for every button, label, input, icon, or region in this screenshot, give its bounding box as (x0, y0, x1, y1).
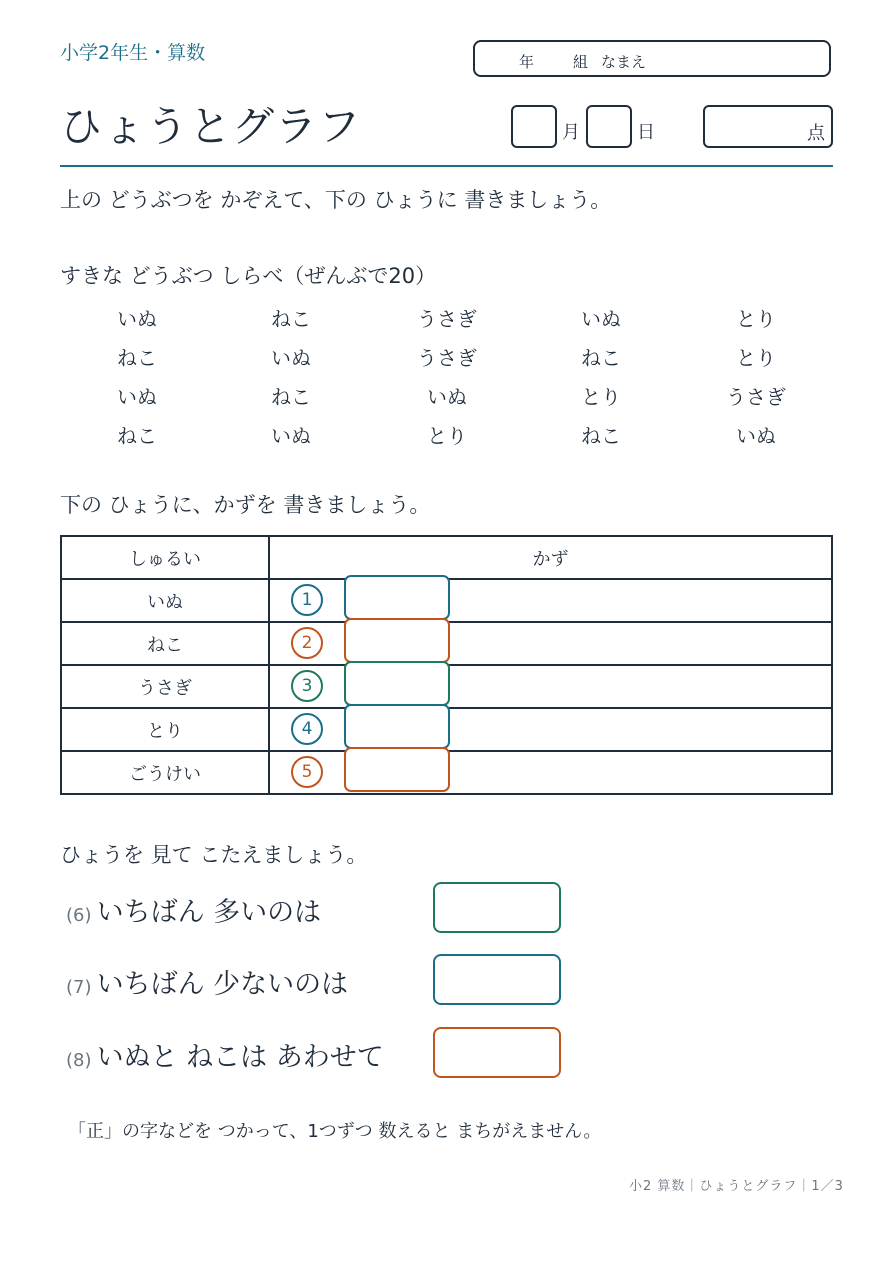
question-7 (66, 962, 348, 1001)
row-kind: とり (61, 708, 269, 751)
row-kind: いぬ (61, 579, 269, 622)
table-row (61, 751, 832, 794)
survey-cell: いぬ (271, 424, 311, 448)
survey-cell: いぬ (427, 385, 467, 409)
survey-heading: すきな どうぶつ しらべ（ぜんぶで20） (60, 264, 437, 288)
day-label: 日 (637, 122, 655, 143)
question-text: いちばん 多いのは (96, 897, 322, 928)
answer-box-6[interactable] (433, 882, 561, 933)
survey-cell: とり (427, 424, 467, 448)
year-label: 年 (519, 53, 535, 71)
number-circle: 5 (291, 756, 323, 788)
question-6 (66, 890, 321, 929)
table-row (61, 579, 832, 622)
survey-cell: いぬ (117, 307, 157, 331)
survey-cell: とり (736, 346, 776, 370)
question-number: (8) (66, 1050, 92, 1071)
survey-cell: うさぎ (417, 346, 477, 370)
name-label: なまえ (601, 53, 647, 71)
row-count (269, 708, 832, 751)
number-circle: 2 (291, 627, 323, 659)
score-input[interactable] (703, 105, 833, 148)
row-count (269, 751, 832, 794)
survey-cell: うさぎ (726, 385, 786, 409)
survey-cell: いぬ (736, 424, 776, 448)
question-number: (7) (66, 977, 92, 998)
survey-cell: ねこ (581, 346, 621, 370)
number-circle: 3 (291, 670, 323, 702)
row-count (269, 665, 832, 708)
row-count (269, 622, 832, 665)
answer-box-1[interactable] (344, 575, 450, 620)
survey-cell: うさぎ (417, 307, 477, 331)
answer-box-5[interactable] (344, 747, 450, 792)
survey-cell: いぬ (581, 307, 621, 331)
table-header-row (61, 536, 832, 579)
page-title: ひょうとグラフ (60, 102, 362, 151)
month-input[interactable] (511, 105, 557, 148)
question-text: いちばん 少ないのは (96, 969, 349, 1000)
name-field[interactable] (473, 40, 831, 77)
instruction-top: 上の どうぶつを かぞえて、下の ひょうに 書きましょう。 (60, 188, 612, 212)
table-row (61, 622, 832, 665)
row-kind: ねこ (61, 622, 269, 665)
grade-label: 小学2年生・算数 (60, 42, 206, 64)
questions-heading: ひょうを 見て こたえましょう。 (60, 843, 368, 867)
answer-box-4[interactable] (344, 704, 450, 749)
survey-cell: とり (581, 385, 621, 409)
table-row (61, 665, 832, 708)
table-row (61, 708, 832, 751)
row-kind: ごうけい (61, 751, 269, 794)
answer-box-3[interactable] (344, 661, 450, 706)
question-8 (66, 1035, 384, 1074)
survey-cell: いぬ (271, 346, 311, 370)
row-kind: うさぎ (61, 665, 269, 708)
score-label: 点 (807, 123, 825, 144)
survey-cell: ねこ (117, 424, 157, 448)
survey-cell: ねこ (117, 346, 157, 370)
survey-cell: いぬ (117, 385, 157, 409)
row-count (269, 579, 832, 622)
header-count: かず (269, 536, 832, 579)
number-circle: 4 (291, 713, 323, 745)
survey-cell: とり (736, 307, 776, 331)
answer-box-7[interactable] (433, 954, 561, 1005)
answer-box-8[interactable] (433, 1027, 561, 1078)
tally-table (60, 535, 833, 795)
header-kind: しゅるい (61, 536, 269, 579)
hint-text: 「正」の字などを つかって、1つずつ 数えると まちがえません。 (68, 1121, 602, 1142)
number-circle: 1 (291, 584, 323, 616)
header-divider (60, 165, 833, 167)
page-footer: 小2 算数｜ひょうとグラフ｜1／3 (629, 1179, 844, 1194)
question-text: いぬと ねこは あわせて (96, 1042, 384, 1073)
table-instruction: 下の ひょうに、かずを 書きましょう。 (60, 493, 431, 517)
question-number: (6) (66, 905, 92, 926)
survey-cell: ねこ (271, 385, 311, 409)
class-label: 組 (573, 53, 589, 71)
survey-cell: ねこ (581, 424, 621, 448)
month-label: 月 (562, 122, 580, 143)
survey-cell: ねこ (271, 307, 311, 331)
answer-box-2[interactable] (344, 618, 450, 663)
day-input[interactable] (586, 105, 632, 148)
